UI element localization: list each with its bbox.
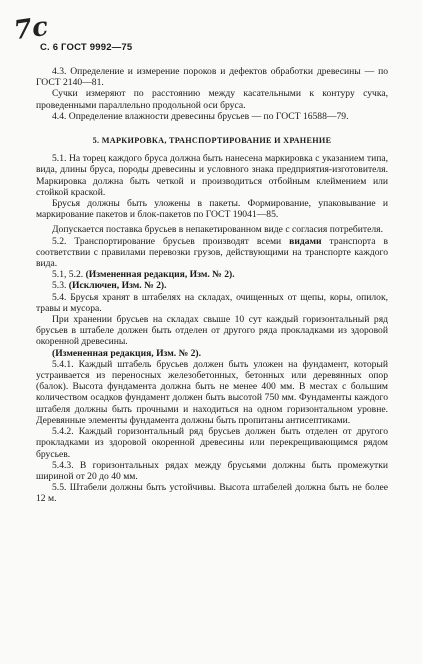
paragraph-5-1: 5.1. На торец каждого бруса должна быть нанесена маркировка с указанием типа, вида, длины бруса, породы древесины и условного знака предприятия-изготовителя. Маркировка должна быть четкой и производиться отбойным клеймением или стойкой краской. — [36, 153, 388, 198]
edition-note-text: (Исключен, Изм. № 2). — [68, 280, 167, 292]
paragraph-5-2-end: транспорта в соответствии с правилами перевозки грузов, действующими на транспорте каждого вида. — [36, 235, 388, 270]
edition-note-text: (Измененная редакция, Изм. № 2). — [85, 269, 235, 281]
edition-note-5-4: (Измененная редакция, Изм. № 2). — [52, 347, 202, 359]
edition-note-5-3 — [36, 280, 388, 291]
paragraph-5-4: 5.4. Брусья хранят в штабелях на складах, очищенных от щепы, коры, опилок, травы и мусора. — [36, 291, 388, 314]
document-body — [36, 66, 388, 505]
paragraph-5-4-3: 5.4.3. В горизонтальных рядах между брусьями должны быть промежутки шириной от 20 до 40 мм. — [36, 459, 388, 482]
paragraph-5-2-start: 5.2. Транспортирование брусьев производят всеми — [52, 235, 290, 247]
paragraph-5-4-2: 5.4.2. Каждый горизонтальный ряд брусьев должен быть отделен от другого прокладками из здоровой окоренной древесины или перекрещивающимся рядом брусьев. — [36, 426, 388, 460]
paragraph-5-5: 5.5. Штабели должны быть устойчивы. Высота штабелей должна быть не более 12 м. — [36, 482, 388, 505]
paragraph-5-4-storage: При хранении брусьев на складах свыше 10 сут каждый горизонтальный ряд брусьев в штабеле должен быть отделен от другого ряда прокладками из здоровой окоренной древесины. — [36, 314, 388, 348]
edition-note-ref: 5.1, 5.2. — [52, 269, 86, 281]
paragraph-5-1-delivery: Допускается поставка брусьев в непакетированном виде с согласия потребителя. — [52, 224, 383, 236]
page-header: С. 6 ГОСТ 9992—75 — [40, 42, 133, 53]
paragraph-5-2 — [36, 236, 388, 270]
paragraph-4-3: 4.3. Определение и измерение пороков и дефектов обработки древесины — по ГОСТ 2140—81. — [36, 66, 388, 89]
edition-note-5-1-5-2 — [36, 269, 388, 280]
paragraph-5-1-packets: Брусья должны быть уложены в пакеты. Формирование, упаковывание и маркирование пакетов и блок-пакетов по ГОСТ 19041—85. — [36, 198, 388, 221]
paragraph-4-4: 4.4. Определение влажности древесины брусьев — по ГОСТ 16588—79. — [52, 110, 349, 122]
paragraph-5-4-1: 5.4.1. Каждый штабель брусьев должен быть уложен на фундамент, который устраивается из переносных железобетонных, бетонных или деревянных опор (балок). Высота фундамента должна быть не менее 400 мм. В местах с большим количеством осадков фундамент должен быть высотой 750 мм. Фундаменты каждого штабеля должны быть прочными и находиться на одном горизонтальном уровне. Деревянные элементы фундамента должны быть пропитаны антисептиками. — [36, 358, 388, 426]
section-heading: 5. МАРКИРОВКА, ТРАНСПОРТИРОВАНИЕ И ХРАНЕНИЕ — [92, 136, 332, 146]
handwritten-margin-mark: 7с — [12, 11, 50, 47]
paragraph-4-3-knots: Сучки измеряют по расстоянию между касательными к контуру сучка, проведенными параллельно продольной оси бруса. — [36, 88, 388, 111]
edition-note-ref: 5.3. — [52, 280, 69, 292]
paragraph-5-2-bold-word: видами — [289, 235, 322, 247]
